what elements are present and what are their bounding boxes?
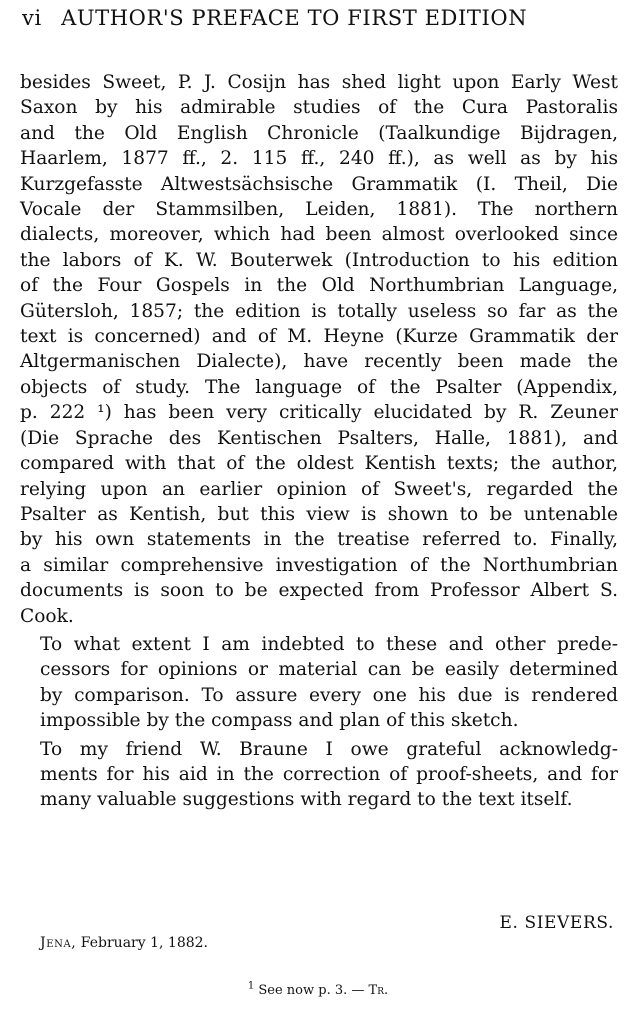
text-line: dialects, moreover, which had been almost overlooked since [20, 224, 618, 246]
footnote [0, 980, 636, 998]
text-line: p. 222 ¹) has been very critically elucidated by R. Zeuner [20, 402, 618, 424]
text-line: by his own statements in the treatise referred to. Finally, [20, 529, 618, 551]
running-title: AUTHOR'S PREFACE TO FIRST EDITION [61, 6, 528, 30]
dateline [40, 935, 208, 951]
author-signature: E. SIEVERS. [499, 913, 614, 933]
text-line: objects of study. The language of the Psalter (Appendix, [20, 376, 618, 398]
footnote-credit: Tr. [368, 983, 389, 998]
text-line: Cook. [20, 605, 74, 627]
text-line: many valuable suggestions with regard to the text itself. [40, 789, 573, 811]
dateline-place: Jena, [40, 935, 77, 951]
text-line: text is concerned) and of M. Heyne (Kurze Grammatik der [20, 326, 618, 348]
paragraph [20, 70, 618, 629]
text-line: besides Sweet, P. J. Cosijn has shed light upon Early West [20, 72, 618, 93]
running-header [22, 6, 622, 36]
paragraph [20, 737, 618, 813]
body-text [20, 70, 618, 813]
footnote-text: See now p. 3. — [258, 983, 365, 998]
text-line: To my friend W. Braune I owe grateful acknowledg- [40, 738, 618, 760]
text-line: of the Four Gospels in the Old Northumbrian Language, [20, 275, 618, 297]
text-line: Altgermanischen Dialecte), have recently been made the [20, 351, 618, 373]
text-line: Psalter as Kentish, but this view is shown to be untenable [20, 503, 618, 525]
page-number: vi [22, 6, 42, 30]
text-line: relying upon an earlier opinion of Sweet's, regarded the [20, 478, 618, 500]
text-line: Saxon by his admirable studies of the Cura Pastoralis [20, 97, 618, 119]
text-line: Haarlem, 1877 ff., 2. 115 ff., 240 ff.), as well as by his [20, 148, 618, 170]
text-line: Kurzgefasste Altwestsächsische Grammatik (I. Theil, Die [20, 173, 618, 195]
text-line: compared with that of the oldest Kentish texts; the author, [20, 453, 618, 475]
text-line: Gütersloh, 1857; the edition is totally useless so far as the [20, 300, 618, 322]
text-line: the labors of K. W. Bouterwek (Introduction to his edition [20, 249, 618, 271]
text-line: ments for his aid in the correction of proof-sheets, and for [40, 763, 618, 785]
text-line: documents is soon to be expected from Professor Albert S. [20, 580, 618, 602]
text-line: (Die Sprache des Kentischen Psalters, Halle, 1881), and [20, 427, 618, 449]
text-line: impossible by the compass and plan of this sketch. [40, 710, 519, 732]
text-line: by comparison. To assure every one his due is rendered [40, 684, 618, 706]
text-line: and the Old English Chronicle (Taalkundige Bijdragen, [20, 122, 618, 144]
text-line: Vocale der Stammsilben, Leiden, 1881). The northern [20, 199, 618, 221]
text-line: a similar comprehensive investigation of the Northumbrian [20, 554, 618, 576]
text-line: cessors for opinions or material can be easily determined [40, 659, 618, 681]
footnote-marker: 1 [247, 980, 255, 992]
dateline-date: February 1, 1882. [80, 935, 208, 951]
paragraph [20, 632, 618, 734]
text-line: To what extent I am indebted to these and other prede- [40, 633, 618, 655]
